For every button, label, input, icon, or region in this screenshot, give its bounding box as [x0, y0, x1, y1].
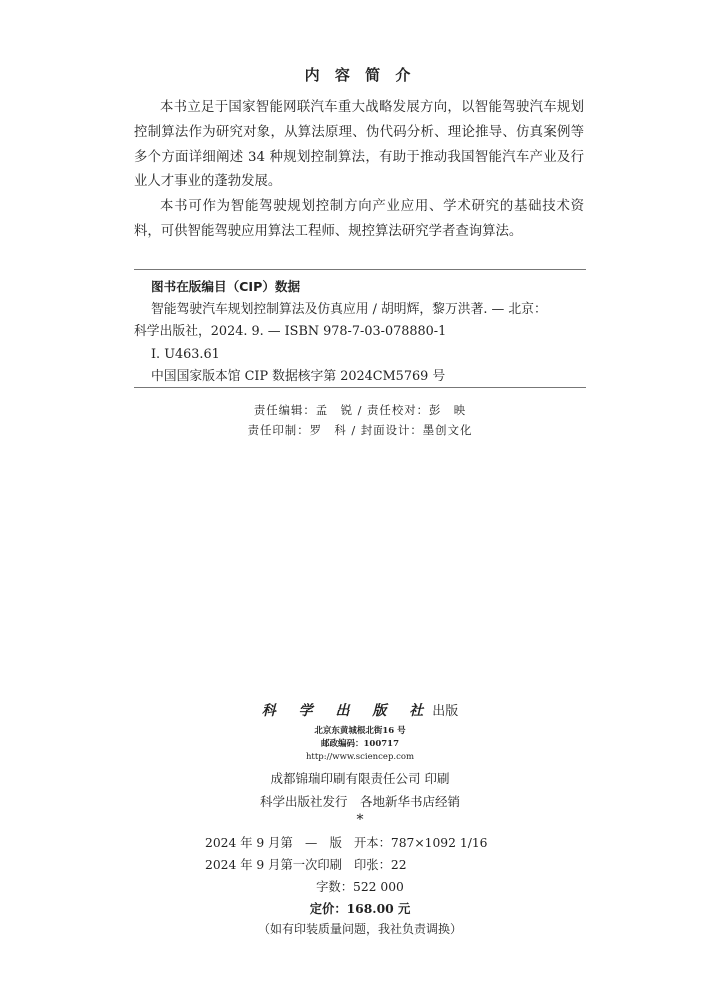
responsible-editors: [0, 400, 720, 440]
publisher-line: [0, 700, 720, 720]
intro-p2-line: 料，可供智能驾驶应用算法工程师、规控算法研究学者查询算法。: [134, 223, 523, 239]
editor-line: 责任印制：罗 科 / 封面设计：墨创文化: [247, 423, 473, 437]
publisher-address: 北京东黄城根北街16 号: [314, 726, 406, 736]
price: 定价：168.00 元: [309, 901, 411, 916]
publisher-suffix: 出版: [432, 704, 459, 719]
intro-p1-line: 业人才事业的蓬勃发展。: [134, 174, 282, 190]
book-format: 开本：787×1092 1/16: [354, 836, 488, 850]
intro-title: 内 容 简 介: [304, 66, 416, 84]
intro-p1-line: 多个方面详细阐述 34 种规划控制算法，有助于推动我国智能汽车产业及行: [134, 149, 584, 165]
intro-paragraph-2: [134, 195, 584, 245]
cip-line: 中国国家版本馆 CIP 数据核字第 2024CM5769 号: [151, 369, 446, 384]
impression-date: 2024 年 9 月第一次印刷: [205, 858, 342, 872]
intro-paragraph-1: [134, 96, 584, 195]
cip-top-rule: [134, 269, 586, 270]
distribution-line: 科学出版社发行 各地新华书店经销: [259, 793, 460, 809]
cip-heading: 图书在版编目（CIP）数据: [151, 279, 301, 294]
word-count: 字数：522 000: [316, 880, 404, 894]
cip-block: [134, 276, 586, 389]
intro-p2-line: 本书可作为智能驾驶规划控制方向产业应用、学术研究的基础技术资: [160, 199, 584, 214]
publisher-website: http://www.sciencep.com: [305, 752, 415, 762]
publisher-block: [0, 700, 720, 764]
intro-p1-line: 本书立足于国家智能网联汽车重大战略发展方向，以智能驾驶汽车规划: [160, 100, 584, 115]
edition-specs: [205, 832, 525, 876]
cip-line: Ⅰ. U463.61: [151, 346, 220, 362]
printer-line: 成都锦瑞印刷有限责任公司 印刷: [270, 771, 450, 786]
cip-bottom-rule: [134, 387, 586, 388]
separator-star: *: [356, 812, 364, 828]
editor-line: 责任编辑：孟 锐 / 责任校对：彭 映: [253, 403, 467, 417]
printed-sheets: 印张：22: [354, 858, 407, 872]
printing-distribution: [0, 768, 720, 813]
edition-date: 2024 年 9 月第 — 版: [205, 836, 342, 850]
quality-notice: （如有印装质量问题，我社负责调换）: [257, 922, 462, 936]
publisher-name: 科 学 出 版 社: [261, 703, 433, 719]
intro-p1-line: 控制算法作为研究对象，从算法原理、伪代码分析、理论推导、仿真案例等: [134, 124, 584, 140]
cip-line: 智能驾驶汽车规划控制算法及仿真应用 / 胡明辉，黎万洪著. — 北京：: [151, 301, 547, 317]
cip-line: 科学出版社，2024. 9. — ISBN 978-7-03-078880-1: [134, 324, 447, 339]
publisher-postcode: 邮政编码：100717: [321, 739, 399, 749]
